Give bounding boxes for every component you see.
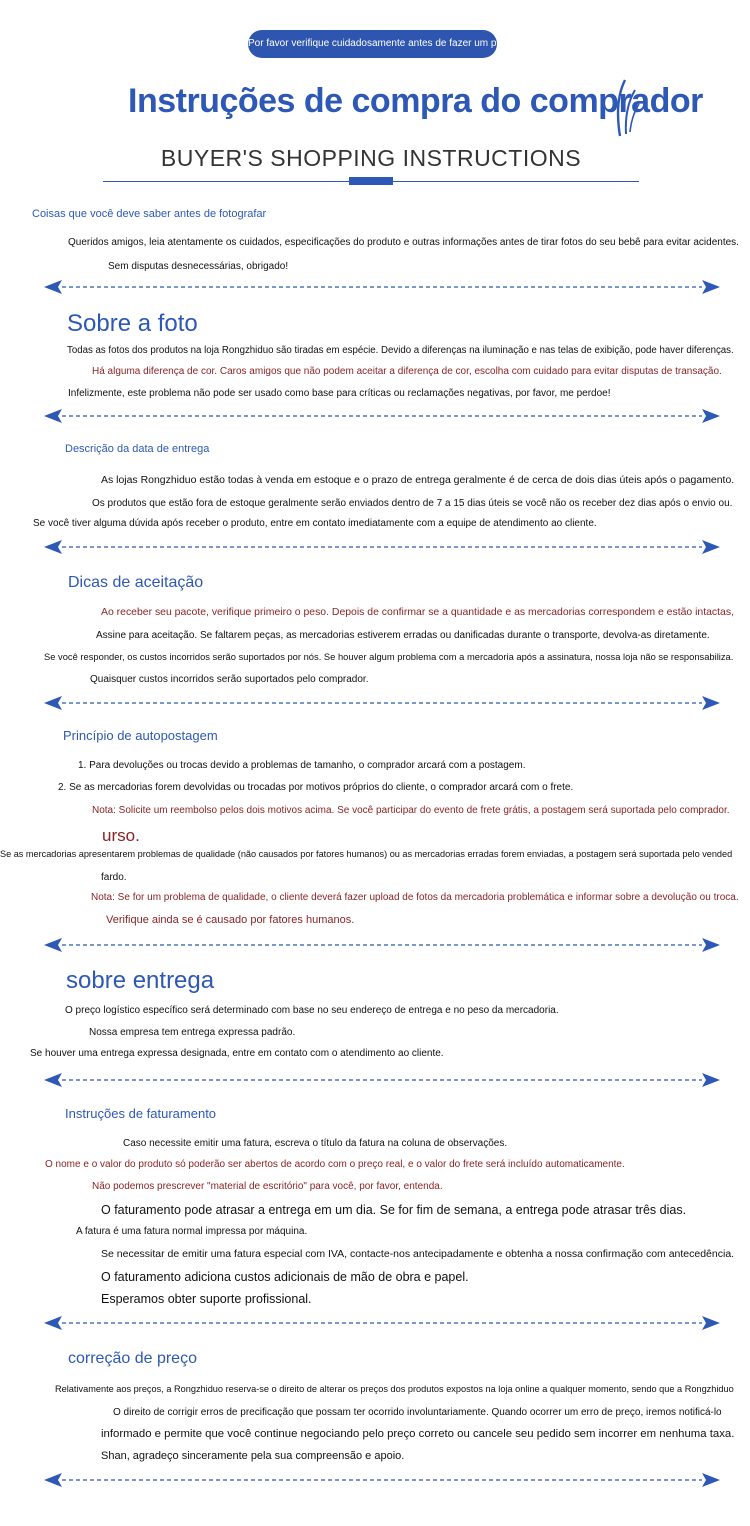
- text-line: O faturamento adiciona custos adicionais de mão de obra e papel.: [101, 1270, 469, 1284]
- note-line: O nome e o valor do produto só poderão ser abertos de acordo com o preço real, e o valor do frete será incluído automaticamente.: [45, 1159, 625, 1170]
- text-line: O preço logístico específico será determinado com base no seu endereço de entrega e no peso da mercadoria.: [65, 1005, 559, 1016]
- text-line: Todas as fotos dos produtos na loja Rongzhiduo são tiradas em espécie. Devido a diferenças na iluminação e nas telas de exibição, pode haver diferenças.: [67, 345, 734, 356]
- note-line: Nota: Se for um problema de qualidade, o cliente deverá fazer upload de fotos da mercadoria problemática e informar sobre a devolução ou troca.: [91, 892, 739, 903]
- text-line: Assine para aceitação. Se faltarem peças, as mercadorias estiverem erradas ou danificadas durante o transporte, devolva-as diretamente.: [96, 630, 710, 641]
- text-line: 1. Para devoluções ou trocas devido a problemas de tamanho, o comprador arcará com a postagem.: [78, 760, 526, 771]
- section-heading-price-correction: correção de preço: [68, 1350, 197, 1367]
- arrow-divider: [44, 1316, 720, 1330]
- text-line: Sem disputas desnecessárias, obrigado!: [108, 261, 289, 272]
- text-line: A fatura é uma fatura normal impressa por máquina.: [76, 1226, 308, 1237]
- text-fragment: urso.: [102, 826, 140, 845]
- text-line: Relativamente aos preços, a Rongzhiduo reserva-se o direito de alterar os preços dos produtos expostos na loja online a qualquer momento, sendo que a Rongzhiduo: [55, 1384, 734, 1394]
- section-heading-acceptance-tips: Dicas de aceitação: [68, 574, 204, 591]
- text-line: As lojas Rongzhiduo estão todas à venda em estoque e o prazo de entrega geralmente é de cerca de dois dias úteis após o pagamento.: [101, 475, 735, 486]
- text-line: Se você responder, os custos incorridos serão suportados por nós. Se houver algum problema com a mercadoria após a assinatura, nossa loja não se responsabiliza.: [44, 652, 734, 662]
- text-line: Quaisquer custos incorridos serão suportados pelo comprador.: [90, 674, 369, 685]
- text-line: Shan, agradeço sinceramente pela sua compreensão e apoio.: [101, 1450, 405, 1462]
- text-line: Os produtos que estão fora de estoque geralmente serão enviados dentro de 7 a 15 dias úteis se você não os receber dez dias após o envio ou.: [92, 498, 733, 509]
- arrow-divider: [44, 540, 720, 554]
- leaf-icon: [608, 78, 642, 140]
- text-line: Caso necessite emitir uma fatura, escreva o título da fatura na coluna de observações.: [123, 1138, 508, 1149]
- text-line: Se as mercadorias apresentarem problemas de qualidade (não causados por fatores humanos) ou as mercadorias erradas forem enviadas, a postagem será suportada pelo vended: [0, 849, 733, 859]
- arrow-divider: [44, 409, 720, 423]
- section-heading-about-delivery: sobre entrega: [66, 967, 215, 994]
- notice-banner: Por favor verifique cuidadosamente antes de fazer um pedid: [248, 30, 497, 58]
- text-line: Se você tiver alguma dúvida após receber o produto, entre em contato imediatamente com a equipe de atendimento ao cliente.: [33, 518, 597, 529]
- text-line: informado e permite que você continue negociando pelo preço correto ou cancele seu pedido sem incorrer em nenhuma taxa.: [101, 1428, 735, 1440]
- section-heading-before-photo: Coisas que você deve saber antes de fotografar: [32, 208, 267, 220]
- note-line: Nota: Solicite um reembolso pelos dois motivos acima. Se você participar do evento de frete grátis, a postagem será suportada pelo comprador.: [92, 805, 730, 816]
- text-line: Se necessitar de emitir uma fatura especial com IVA, contacte-nos antecipadamente e obtenha a nossa confirmação com antecedência.: [101, 1248, 735, 1260]
- text-line: Nossa empresa tem entrega expressa padrão.: [89, 1027, 296, 1038]
- arrow-divider: [44, 280, 720, 294]
- text-line: Infelizmente, este problema não pode ser usado como base para críticas ou reclamações negativas, por favor, me perdoe!: [68, 388, 611, 399]
- page-subtitle: BUYER'S SHOPPING INSTRUCTIONS: [160, 145, 582, 171]
- note-line: Não podemos prescrever "material de escritório" para você, por favor, entenda.: [92, 1181, 443, 1192]
- section-heading-about-photo: Sobre a foto: [67, 310, 198, 337]
- header-rule-block: [349, 177, 393, 185]
- arrow-divider: [44, 1073, 720, 1087]
- note-line: Verifique ainda se é causado por fatores humanos.: [106, 914, 355, 926]
- text-line: fardo.: [101, 872, 127, 883]
- section-heading-delivery-date: Descrição da data de entrega: [65, 443, 210, 455]
- page-title: Instruções de compra do comprador: [128, 82, 703, 120]
- text-line: Se houver uma entrega expressa designada, entre em contato com o atendimento ao cliente.: [30, 1048, 444, 1059]
- text-line: 2. Se as mercadorias forem devolvidas ou trocadas por motivos próprios do cliente, o comprador arcará com o frete.: [58, 782, 574, 793]
- section-heading-self-postage: Princípio de autopostagem: [63, 728, 218, 743]
- section-heading-invoicing: Instruções de faturamento: [65, 1106, 217, 1121]
- text-line: O direito de corrigir erros de precificação que possam ter ocorrido involuntariamente. Quando ocorrer um erro de preço, iremos notificá-lo: [113, 1407, 722, 1418]
- arrow-divider: [44, 938, 720, 952]
- note-line: Ao receber seu pacote, verifique primeiro o peso. Depois de confirmar se a quantidade e as mercadorias correspondem e estão intactas,: [101, 607, 734, 618]
- text-line: Esperamos obter suporte profissional.: [101, 1292, 312, 1306]
- arrow-divider: [44, 1473, 720, 1487]
- text-line: Queridos amigos, leia atentamente os cuidados, especificações do produto e outras informações antes de tirar fotos do seu bebê para evitar acidentes.: [68, 237, 739, 248]
- note-line: Há alguma diferença de cor. Caros amigos que não podem aceitar a diferença de cor, escolha com cuidado para evitar disputas de transação.: [92, 366, 722, 377]
- arrow-divider: [44, 696, 720, 710]
- text-line: O faturamento pode atrasar a entrega em um dia. Se for fim de semana, a entrega pode atrasar três dias.: [101, 1203, 687, 1217]
